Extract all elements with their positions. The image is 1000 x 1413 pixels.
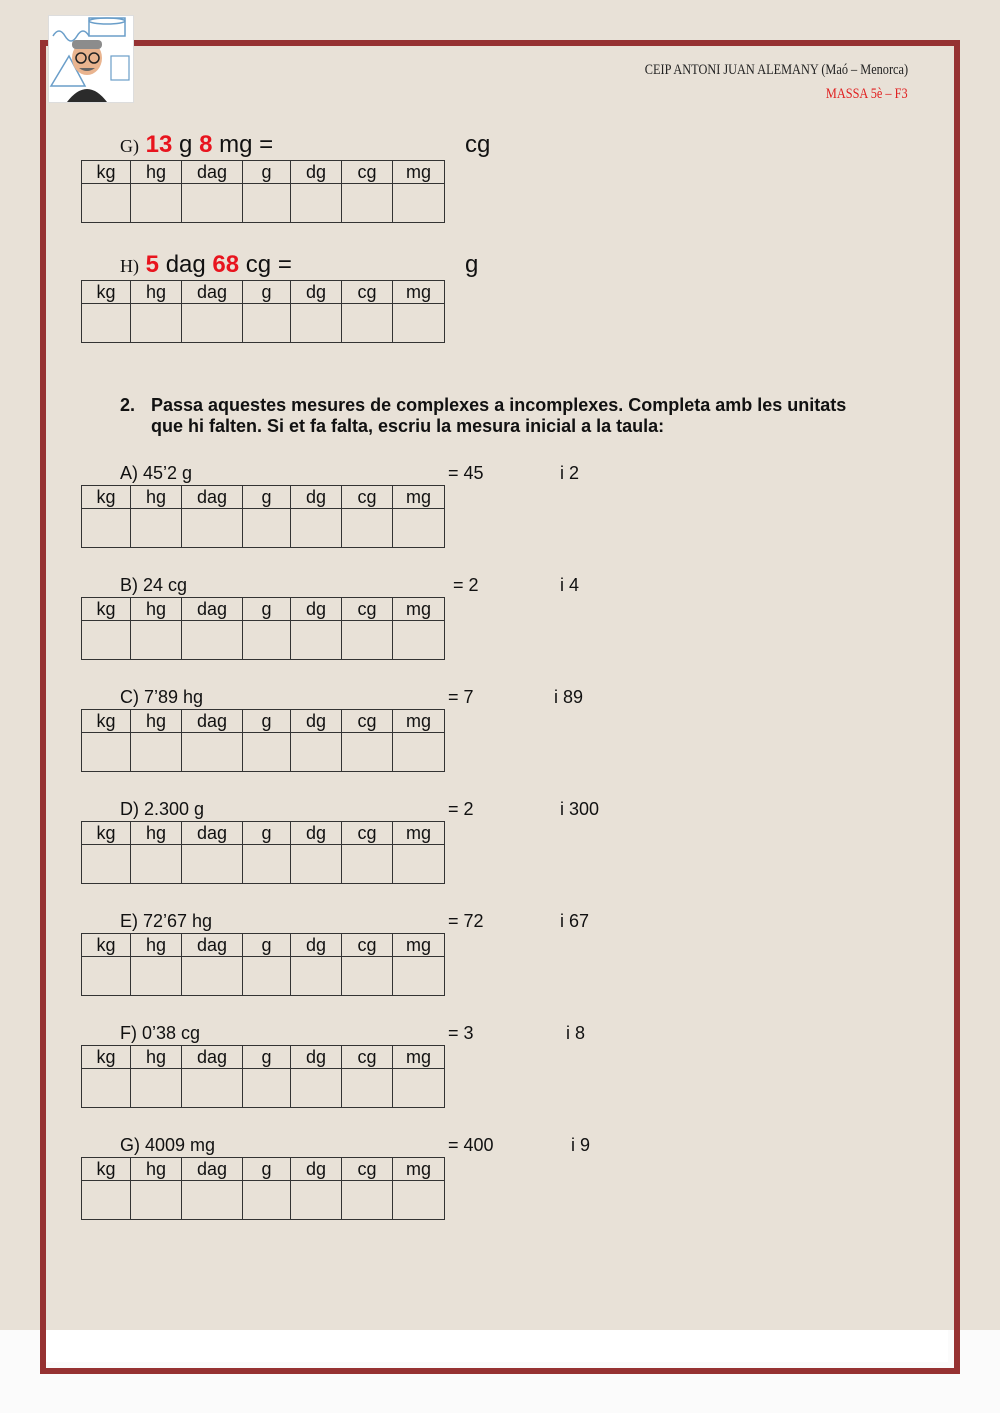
- unit-cell-cg[interactable]: [342, 621, 393, 660]
- unit-header-cg: cg: [342, 598, 393, 621]
- unit-input-row: [82, 845, 445, 884]
- unit-cell-mg[interactable]: [393, 509, 445, 548]
- unit-cell-mg[interactable]: [393, 845, 445, 884]
- unit-cell-g[interactable]: [243, 509, 291, 548]
- unit-header-cg: cg: [342, 281, 393, 304]
- item-a-equals: = 45: [448, 463, 484, 483]
- unit-cell-g[interactable]: [243, 1069, 291, 1108]
- unit-header-row: [82, 1046, 445, 1069]
- unit-cell-kg[interactable]: [82, 845, 131, 884]
- unit-header-mg: mg: [393, 161, 445, 184]
- unit-cell-dag[interactable]: [182, 184, 243, 223]
- unit-cell-g[interactable]: [243, 621, 291, 660]
- worksheet-subtitle: MASSA 5è – F3: [826, 86, 908, 102]
- unit-input-row: [82, 509, 445, 548]
- question-number: 2.: [120, 395, 136, 415]
- unit-header-cg: cg: [342, 710, 393, 733]
- unit-header-kg: kg: [82, 822, 131, 845]
- item-c-equals: = 7: [448, 687, 474, 707]
- unit-header-dg: dg: [291, 934, 342, 957]
- number: 5: [145, 251, 160, 278]
- item-d-label: D) 2.300 g: [120, 799, 205, 819]
- unit-input-row: [82, 184, 445, 223]
- unit-cell-cg[interactable]: [342, 1181, 393, 1220]
- unit-header-dag: dag: [182, 822, 243, 845]
- item-f-label: F) 0’38 cg: [120, 1023, 201, 1043]
- target-unit: cg: [465, 131, 491, 158]
- unit-header-mg: mg: [393, 822, 445, 845]
- unit-header-cg: cg: [342, 1046, 393, 1069]
- unit-header-g: g: [243, 281, 291, 304]
- unit-header-dag: dag: [182, 1046, 243, 1069]
- unit-header-dag: dag: [182, 710, 243, 733]
- unit-cell-kg[interactable]: [82, 509, 131, 548]
- unit-header-dg: dg: [291, 281, 342, 304]
- unit-header-dg: dg: [291, 710, 342, 733]
- unit-cell-mg[interactable]: [393, 184, 445, 223]
- unit-header-cg: cg: [342, 1158, 393, 1181]
- unit-input-row: [82, 1181, 445, 1220]
- item-a-and: i 2: [560, 463, 580, 483]
- unit-cell-kg[interactable]: [82, 733, 131, 772]
- unit-header-hg: hg: [131, 822, 182, 845]
- unit-cell-hg[interactable]: [131, 621, 182, 660]
- unit-header-mg: mg: [393, 1046, 445, 1069]
- unit-cell-cg[interactable]: [342, 1069, 393, 1108]
- unit-cell-kg[interactable]: [82, 1069, 131, 1108]
- unit-table: [81, 709, 445, 772]
- item-d-equals: = 2: [448, 799, 474, 819]
- unit-cell-g[interactable]: [243, 1181, 291, 1220]
- unit-cell-mg[interactable]: [393, 1069, 445, 1108]
- unit-header-mg: mg: [393, 598, 445, 621]
- unit-header-dag: dag: [182, 161, 243, 184]
- unit-header-dg: dg: [291, 1046, 342, 1069]
- unit-cell-hg[interactable]: [131, 1069, 182, 1108]
- unit-input-row: [82, 733, 445, 772]
- unit-cell-dag[interactable]: [182, 733, 243, 772]
- number: 13: [145, 131, 173, 158]
- item-c-label: C) 7’89 hg: [120, 687, 204, 707]
- unit-cell-dg[interactable]: [291, 957, 342, 996]
- unit: dag: [165, 251, 206, 278]
- unit-header-g: g: [243, 1158, 291, 1181]
- item-a-label: A) 45’2 g: [120, 463, 193, 483]
- item-b-label: B) 24 cg: [120, 575, 188, 595]
- target-unit: g: [465, 251, 479, 278]
- unit-header-row: [82, 1158, 445, 1181]
- unit-cell-hg[interactable]: [131, 184, 182, 223]
- unit-table: [81, 821, 445, 884]
- unit-header-dg: dg: [291, 1158, 342, 1181]
- unit-header-dg: dg: [291, 822, 342, 845]
- unit-header-g: g: [243, 934, 291, 957]
- exercise-letter: G): [120, 136, 139, 156]
- unit-cell-dag[interactable]: [182, 509, 243, 548]
- unit-cell-dag[interactable]: [182, 304, 243, 343]
- school-name: CEIP ANTONI JUAN ALEMANY (Maó – Menorca): [644, 62, 908, 78]
- number: 68: [212, 251, 240, 278]
- unit-header-dg: dg: [291, 598, 342, 621]
- unit-header-kg: kg: [82, 598, 131, 621]
- unit-header-row: [82, 822, 445, 845]
- unit-input-row: [82, 304, 445, 343]
- unit-header-row: [82, 598, 445, 621]
- unit-cell-cg[interactable]: [342, 845, 393, 884]
- unit-header-kg: kg: [82, 161, 131, 184]
- unit-table: [81, 933, 445, 996]
- item-g-equals: = 400: [448, 1135, 494, 1155]
- unit-table: [81, 280, 445, 343]
- unit-table: [81, 597, 445, 660]
- item-g-label: G) 4009 mg: [120, 1135, 216, 1155]
- unit-header-row: [82, 710, 445, 733]
- unit-cell-hg[interactable]: [131, 845, 182, 884]
- unit-cell-hg[interactable]: [131, 957, 182, 996]
- unit-header-mg: mg: [393, 1158, 445, 1181]
- unit-table: [81, 1157, 445, 1220]
- unit-header-hg: hg: [131, 934, 182, 957]
- page-bottom-inner: [46, 1330, 948, 1362]
- unit-header-cg: cg: [342, 934, 393, 957]
- unit-header-hg: hg: [131, 1158, 182, 1181]
- unit-header-hg: hg: [131, 598, 182, 621]
- unit-header-hg: hg: [131, 1046, 182, 1069]
- unit-header-cg: cg: [342, 161, 393, 184]
- exercise-h-conversion: [120, 251, 292, 279]
- unit-cell-cg[interactable]: [342, 509, 393, 548]
- unit-cell-mg[interactable]: [393, 957, 445, 996]
- unit-header-dag: dag: [182, 934, 243, 957]
- unit-header-g: g: [243, 1046, 291, 1069]
- unit-cell-dg[interactable]: [291, 1181, 342, 1220]
- unit-cell-hg[interactable]: [131, 733, 182, 772]
- unit-header-mg: mg: [393, 710, 445, 733]
- unit-header-dag: dag: [182, 486, 243, 509]
- unit: mg =: [219, 131, 274, 158]
- item-g-and: i 9: [571, 1135, 591, 1155]
- unit-cell-hg[interactable]: [131, 509, 182, 548]
- unit-header-mg: mg: [393, 281, 445, 304]
- item-e-and: i 67: [560, 911, 590, 931]
- unit-header-g: g: [243, 822, 291, 845]
- exercise-letter: H): [120, 256, 139, 276]
- unit-cell-dg[interactable]: [291, 621, 342, 660]
- unit-header-mg: mg: [393, 934, 445, 957]
- unit-header-dag: dag: [182, 281, 243, 304]
- unit-cell-kg[interactable]: [82, 621, 131, 660]
- unit-header-dg: dg: [291, 486, 342, 509]
- unit-cell-cg[interactable]: [342, 957, 393, 996]
- unit-header-mg: mg: [393, 486, 445, 509]
- unit-input-row: [82, 1069, 445, 1108]
- unit-cell-g[interactable]: [243, 184, 291, 223]
- unit-header-row: [82, 934, 445, 957]
- item-f-equals: = 3: [448, 1023, 474, 1043]
- unit-header-dag: dag: [182, 598, 243, 621]
- item-b-equals: = 2: [453, 575, 479, 595]
- unit-cell-dag[interactable]: [182, 845, 243, 884]
- unit-header-g: g: [243, 710, 291, 733]
- unit-cell-g[interactable]: [243, 304, 291, 343]
- unit-header-cg: cg: [342, 486, 393, 509]
- number: 8: [199, 131, 213, 158]
- unit: cg =: [245, 251, 292, 278]
- unit-header-kg: kg: [82, 281, 131, 304]
- unit-header-row: [82, 161, 445, 184]
- unit-header-g: g: [243, 161, 291, 184]
- unit-header-hg: hg: [131, 710, 182, 733]
- unit-cell-dag[interactable]: [182, 1069, 243, 1108]
- unit-header-hg: hg: [131, 161, 182, 184]
- unit-header-row: [82, 486, 445, 509]
- unit-input-row: [82, 957, 445, 996]
- unit-cell-g[interactable]: [243, 957, 291, 996]
- item-e-equals: = 72: [448, 911, 484, 931]
- unit-cell-g[interactable]: [243, 845, 291, 884]
- unit-table: [81, 485, 445, 548]
- unit-cell-g[interactable]: [243, 733, 291, 772]
- unit-cell-dg[interactable]: [291, 1069, 342, 1108]
- unit-header-kg: kg: [82, 1158, 131, 1181]
- item-d-and: i 300: [560, 799, 600, 819]
- unit-cell-cg[interactable]: [342, 304, 393, 343]
- unit-header-hg: hg: [131, 281, 182, 304]
- unit-cell-dg[interactable]: [291, 733, 342, 772]
- item-f-and: i 8: [566, 1023, 586, 1043]
- unit-cell-kg[interactable]: [82, 957, 131, 996]
- unit-cell-cg[interactable]: [342, 733, 393, 772]
- unit-cell-dg[interactable]: [291, 304, 342, 343]
- unit-input-row: [82, 621, 445, 660]
- item-b-and: i 4: [560, 575, 580, 595]
- unit-cell-dg[interactable]: [291, 509, 342, 548]
- unit: g: [179, 131, 193, 158]
- unit-cell-dg[interactable]: [291, 184, 342, 223]
- unit-header-row: [82, 281, 445, 304]
- unit-header-cg: cg: [342, 822, 393, 845]
- unit-header-g: g: [243, 598, 291, 621]
- unit-header-g: g: [243, 486, 291, 509]
- unit-cell-mg[interactable]: [393, 621, 445, 660]
- unit-header-dg: dg: [291, 161, 342, 184]
- unit-cell-mg[interactable]: [393, 304, 445, 343]
- unit-cell-dag[interactable]: [182, 1181, 243, 1220]
- unit-cell-kg[interactable]: [82, 1181, 131, 1220]
- unit-cell-dag[interactable]: [182, 621, 243, 660]
- unit-cell-dg[interactable]: [291, 845, 342, 884]
- unit-header-kg: kg: [82, 710, 131, 733]
- unit-header-kg: kg: [82, 1046, 131, 1069]
- unit-header-kg: kg: [82, 486, 131, 509]
- item-c-and: i 89: [554, 687, 584, 707]
- unit-cell-hg[interactable]: [131, 304, 182, 343]
- unit-cell-kg[interactable]: [82, 304, 131, 343]
- unit-table: [81, 160, 445, 223]
- unit-header-hg: hg: [131, 486, 182, 509]
- unit-header-dag: dag: [182, 1158, 243, 1181]
- teacher-avatar-logo: [48, 15, 134, 103]
- item-e-label: E) 72’67 hg: [120, 911, 213, 931]
- question-text: Passa aquestes mesures de complexes a incomplexes. Completa amb les unitats que hi falten. Si et fa falta, escriu la mesura inicial a la taula:: [151, 395, 847, 436]
- unit-cell-mg[interactable]: [393, 733, 445, 772]
- unit-header-kg: kg: [82, 934, 131, 957]
- unit-cell-kg[interactable]: [82, 184, 131, 223]
- unit-table: [81, 1045, 445, 1108]
- unit-cell-mg[interactable]: [393, 1181, 445, 1220]
- unit-cell-hg[interactable]: [131, 1181, 182, 1220]
- unit-cell-cg[interactable]: [342, 184, 393, 223]
- unit-cell-dag[interactable]: [182, 957, 243, 996]
- exercise-g-conversion: [120, 131, 273, 159]
